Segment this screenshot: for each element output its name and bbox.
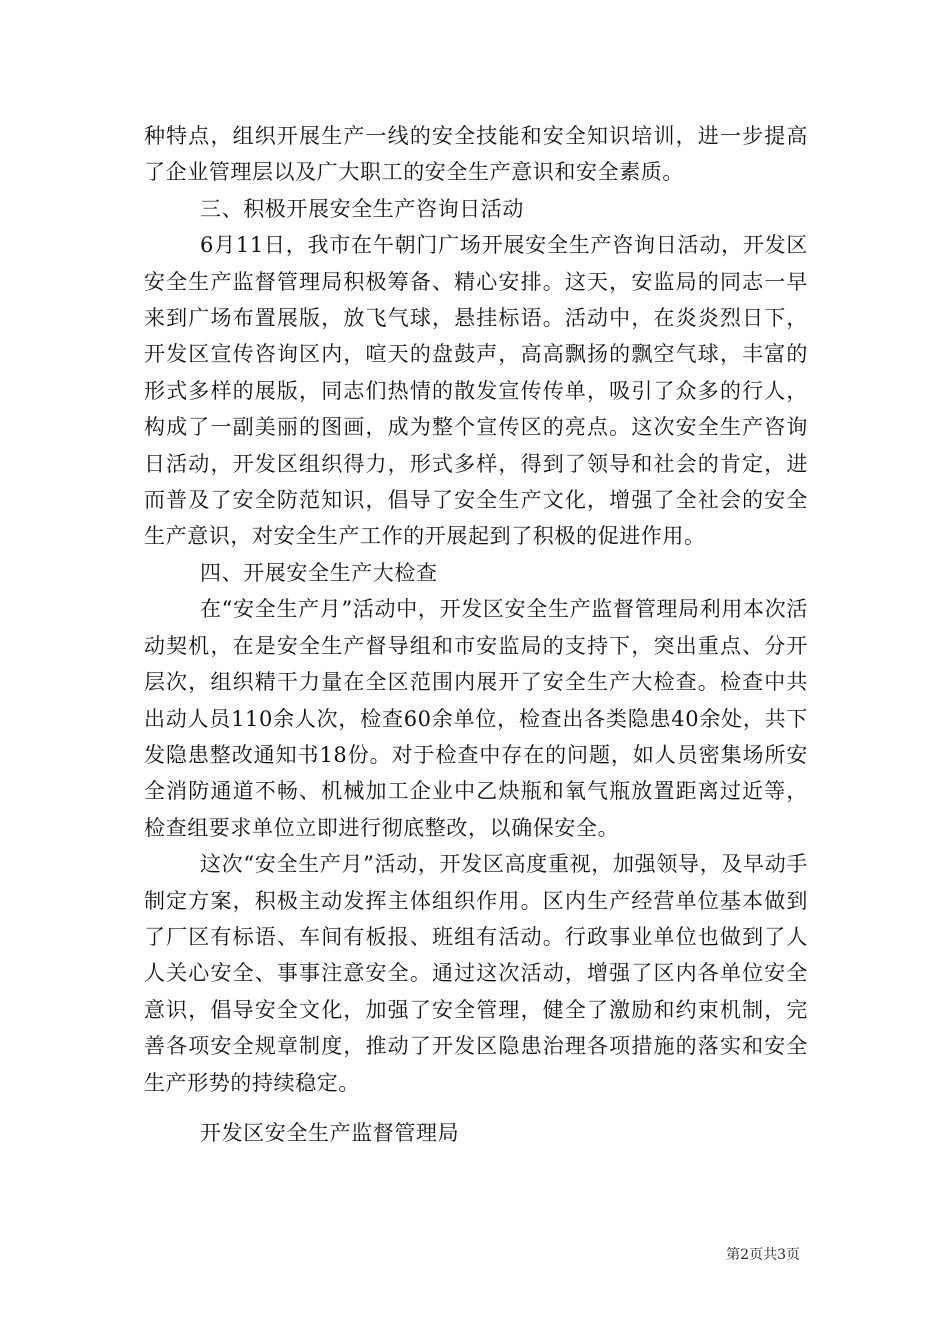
page-footer — [726, 1246, 800, 1264]
paragraph-consultation-day: 6月11日，我市在午朝门广场开展安全生产咨询日活动，开发区安全生产监督管理局积极筹备、精心安排。这天，安监局的同志一早来到广场布置展版，放飞气球，悬挂标语。活动中，在炎炎烈日下，开发区宣传咨询区内，喧天的盘鼓声，高高飘扬的飘空气球，丰富的形式多样的展版，同志们热情的散发宣传传单，吸引了众多的行人，构成了一副美丽的图画，成为整个宣传区的亮点。这次安全生产咨询日活动，开发区组织得力，形式多样，得到了领导和社会的肯定，进而普及了安全防范知识，倡导了安全生产文化，增强了全社会的安全生产意识，对安全生产工作的开展起到了积极的促进作用。 — [144, 233, 808, 549]
paragraph-inspection: 在“安全生产月”活动中，开发区安全生产监督管理局利用本次活动契机，在是安全生产督导组和市安监局的支持下，突出重点、分开层次，组织精干力量在全区范围内展开了安全生产大检查。检查中共出动人员110余人次，检查60余单位，检查出各类隐患40余处，共下发隐患整改通知书18份。对于检查中存在的问题，如人员密集场所安全消防通道不畅、机械加工企业中乙炔瓶和氧气瓶放置距离过近等，检查组要求单位立即进行彻底整改，以确保安全。 — [144, 597, 808, 840]
section-heading-inspection: 四、开展安全生产大检查 — [200, 560, 438, 585]
document-body — [144, 118, 808, 1151]
page-number-label: 第2页共3页 — [726, 1247, 800, 1263]
signature: 开发区安全生产监督管理局 — [200, 1120, 460, 1145]
section-heading-consultation-day: 三、积极开展安全生产咨询日活动 — [200, 196, 524, 221]
paragraph-summary: 这次“安全生产月”活动，开发区高度重视，加强领导，及早动手制定方案，积极主动发挥主体组织作用。区内生产经营单位基本做到了厂区有标语、车间有板报、班组有活动。行政事业单位也做到了人人关心安全、事事注意安全。通过这次活动，增强了区内各单位安全意识，倡导安全文化，加强了安全管理，健全了激励和约束机制，完善各项安全规章制度，推动了开发区隐患治理各项措施的落实和安全生产形势的持续稳定。 — [144, 852, 808, 1095]
paragraph-continuation: 种特点，组织开展生产一线的安全技能和安全知识培训，进一步提高了企业管理层以及广大职工的安全生产意识和安全素质。 — [144, 124, 808, 185]
